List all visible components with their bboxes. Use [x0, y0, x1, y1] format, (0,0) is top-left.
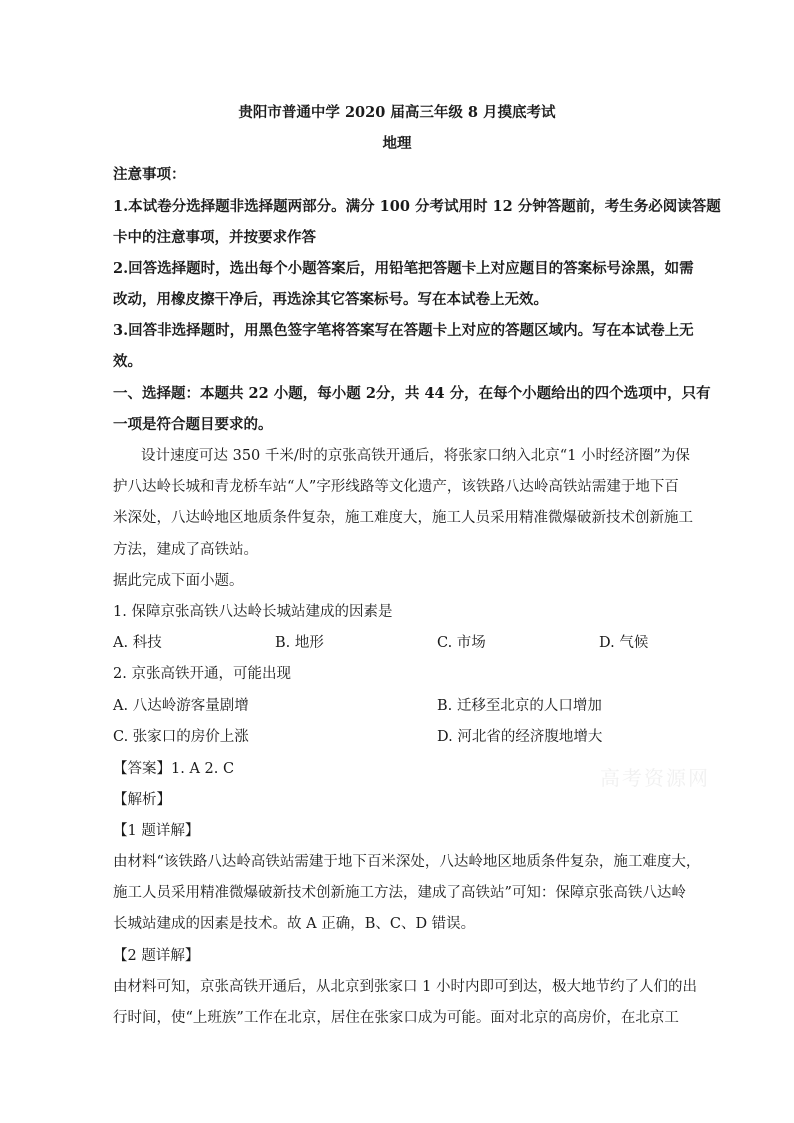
subject-title: 地理 [382, 135, 412, 152]
notice-line: 1.本试卷分选择题非选择题两部分。满分 100 分考试用时 12 分钟答题前，考生务必阅读答题 [113, 198, 721, 215]
q2-option-d: D. 河北省的经济腹地增大 [437, 729, 603, 745]
passage-line: 方法，建成了高铁站。 [113, 542, 258, 558]
notice-line: 3.回答非选择题时，用黑色签字笔将答案写在答题卡上对应的答题区域内。写在本试卷上无 [113, 322, 694, 339]
detail-1-label: 【1 题详解】 [113, 823, 200, 839]
notice-line: 卡中的注意事项，并按要求作答 [113, 229, 316, 246]
notice-line: 2.回答选择题时，选出每个小题答案后，用铅笔把答题卡上对应题目的答案标号涂黑，如需 [113, 260, 694, 277]
q2-option-a: A. 八达岭游客量剧增 [113, 698, 249, 714]
notice-line: 效。 [113, 353, 142, 370]
detail-1-line: 长城站建成的因素是技术。故 A 正确，B、C、D 错误。 [113, 916, 476, 932]
exam-title: 贵阳市普通中学 2020 届高三年级 8 月摸底考试 [238, 104, 556, 121]
section-heading: 一、选择题：本题共 22 小题，每小题 2分，共 44 分，在每个小题给出的四个选项中，只有 [113, 385, 711, 402]
instruction: 据此完成下面小题。 [113, 573, 244, 589]
detail-2-line: 由材料可知，京张高铁开通后，从北京到张家口 1 小时内即可到达，极大地节约了人们的出 [113, 979, 697, 995]
question-2-stem: 2. 京张高铁开通，可能出现 [113, 666, 291, 682]
detail-1-line: 施工人员采用精准微爆破新技术创新施工方法，建成了高铁站”可知：保障京张高铁八达岭 [113, 885, 686, 901]
watermark: 高考资源网 [600, 766, 710, 790]
q1-option-c: C. 市场 [437, 635, 486, 651]
passage-line: 米深处，八达岭地区地质条件复杂，施工难度大，施工人员采用精准微爆破新技术创新施工 [113, 510, 693, 526]
question-1-stem: 1. 保障京张高铁八达岭长城站建成的因素是 [113, 604, 393, 620]
detail-2-line: 行时间，使“上班族”工作在北京，居住在张家口成为可能。面对北京的高房价，在北京工 [113, 1010, 679, 1026]
q1-option-a: A. 科技 [113, 635, 162, 651]
section-heading-cont: 一项是符合题目要求的。 [113, 416, 273, 433]
q2-option-c: C. 张家口的房价上涨 [113, 729, 249, 745]
detail-2-label: 【2 题详解】 [113, 948, 200, 964]
passage-line: 护八达岭长城和青龙桥车站“人”字形线路等文化遗产，该铁路八达岭高铁站需建于地下百 [113, 479, 679, 495]
notice-heading: 注意事项： [113, 166, 186, 183]
detail-1-line: 由材料“该铁路八达岭高铁站需建于地下百米深处，八达岭地区地质条件复杂，施工难度大， [113, 854, 701, 870]
analysis-label: 【解析】 [113, 792, 171, 808]
q1-option-d: D. 气候 [599, 635, 649, 651]
q1-option-b: B. 地形 [275, 635, 324, 651]
passage-line: 设计速度可达 350 千米/时的京张高铁开通后，将张家口纳入北京“1 小时经济圈”为保 [141, 448, 690, 464]
q2-option-b: B. 迁移至北京的人口增加 [437, 698, 602, 714]
notice-line: 改动，用橡皮擦干净后，再选涂其它答案标号。写在本试卷上无效。 [113, 291, 548, 308]
answer-line: 【答案】1. A 2. C [113, 761, 235, 777]
